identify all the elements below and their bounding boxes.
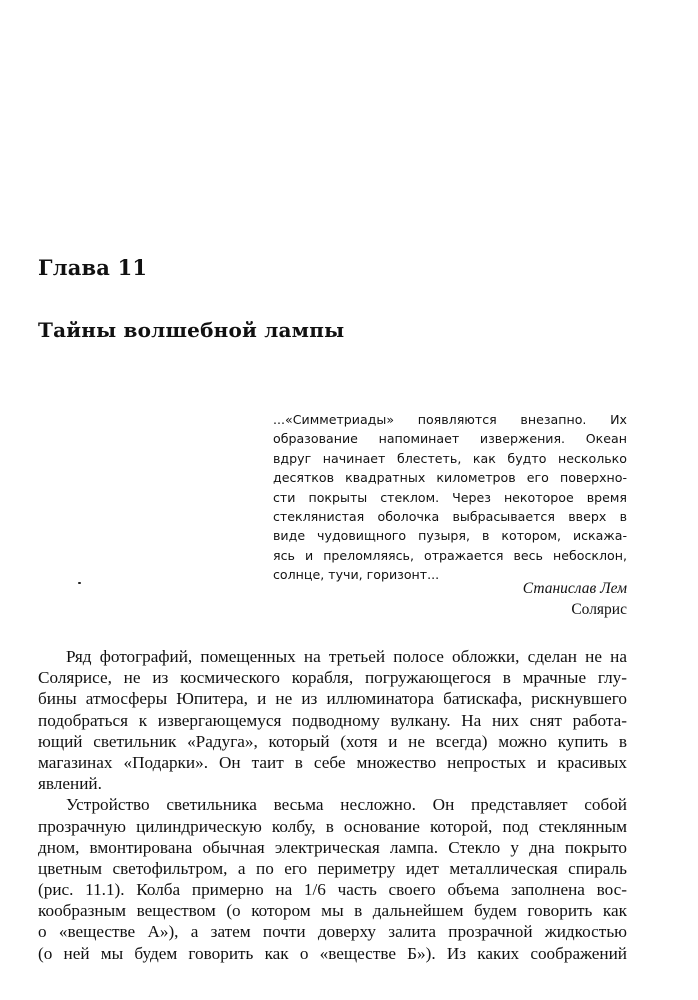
chapter-number: Глава 11 bbox=[38, 255, 148, 280]
paragraph-line: (о ней мы будем говорить как о «веществе Б»). Из каких соображений bbox=[38, 943, 627, 963]
epigraph-line: ...«Симметриады» появляются внезапно. Их bbox=[273, 412, 627, 427]
paragraph-line: Устройство светильника весьма несложно. Он представляет собой bbox=[66, 795, 627, 815]
epigraph-source: Солярис bbox=[571, 601, 627, 618]
paragraph-line: Солярисе, не из космического корабля, погружающегося в мрачные глу- bbox=[38, 668, 627, 688]
epigraph-line: солнце, тучи, горизонт... bbox=[273, 567, 440, 583]
epigraph-line: вдруг начинает блестеть, как будто несколько bbox=[273, 450, 627, 466]
epigraph-line: образование напоминает извержения. Океан bbox=[273, 431, 627, 447]
epigraph-author: Станислав Лем bbox=[522, 580, 627, 597]
paragraph-line: цветным светофильтром, а по его периметру идет металлическая спираль bbox=[38, 858, 627, 878]
paragraph-line: подобраться к извергающемуся подводному вулкану. На них снят работа- bbox=[38, 710, 627, 730]
paragraph-line: прозрачную цилиндрическую колбу, в основание которой, под стеклянным bbox=[38, 816, 627, 836]
epigraph-line: сти покрыты стеклом. Через некоторое время bbox=[273, 489, 627, 505]
epigraph-line: виде чудовищного пузыря, в котором, искажа- bbox=[273, 528, 627, 544]
paragraph-line: кообразным веществом (о котором мы в дальнейшем будем говорить как bbox=[38, 901, 627, 921]
paragraph-line: явлений. bbox=[38, 774, 102, 794]
chapter-title: Тайны волшебной лампы bbox=[38, 318, 345, 342]
paragraph-line: ющий светильник «Радуга», который (хотя и не всегда) можно купить в bbox=[38, 731, 627, 751]
paragraph-line: о «веществе А»), а затем почти доверху залита прозрачной жидкостью bbox=[38, 922, 627, 942]
paragraph-line: бины атмосферы Юпитера, и не из иллюминатора батискафа, рискнувшего bbox=[38, 689, 627, 709]
epigraph-line: ясь и преломляясь, отражается весь небосклон, bbox=[273, 547, 627, 563]
paragraph-line: Ряд фотографий, помещенных на третьей полосе обложки, сделан не на bbox=[66, 647, 627, 666]
epigraph-line: десятков квадратных километров его поверхно- bbox=[273, 470, 627, 486]
scan-speck bbox=[78, 582, 81, 584]
epigraph bbox=[273, 410, 627, 585]
body-text bbox=[38, 646, 627, 964]
paragraph-line: магазинах «Подарки». Он таит в себе множество непростых и красивых bbox=[38, 752, 627, 772]
paragraph-line: (рис. 11.1). Колба примерно на 1/6 часть своего объема заполнена вос- bbox=[38, 880, 627, 900]
epigraph-line: стеклянистая оболочка выбрасывается вверх в bbox=[273, 508, 627, 524]
paragraph-line: дном, вмонтирована обычная электрическая лампа. Стекло у дна покрыто bbox=[38, 837, 627, 857]
